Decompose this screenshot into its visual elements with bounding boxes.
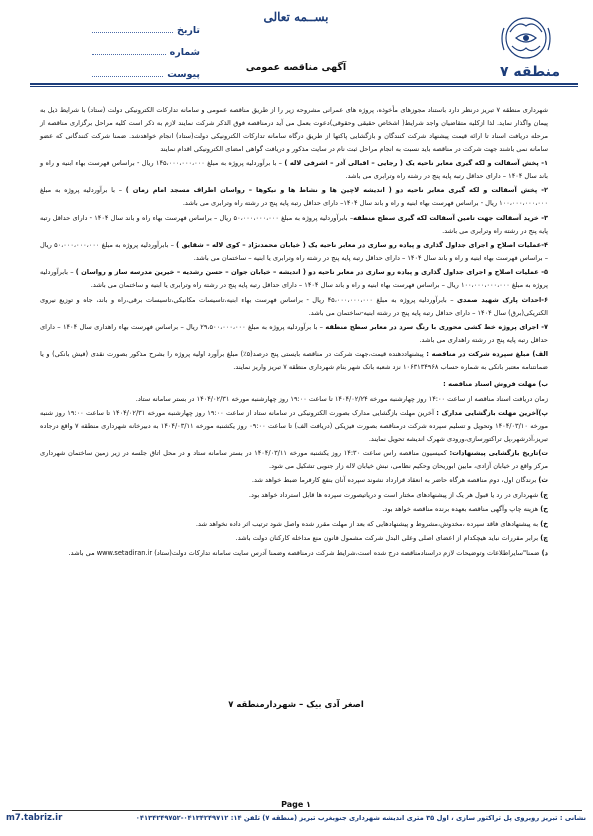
page-number: Page ۱ — [281, 800, 311, 809]
rule-item — [40, 474, 548, 487]
footer-divider — [12, 810, 582, 811]
rule-title: ت)تاریخ بازگشایی پیشنهادات: — [449, 449, 548, 458]
project-item — [40, 212, 548, 238]
project-title: ۷- اجرای پروژه خط کشی محوری با رنگ سرد در معابر سطح منطقه — [325, 323, 548, 331]
attachment-dotted-line — [92, 76, 163, 77]
header-divider-thin — [30, 86, 578, 87]
rule-text: کمیسیون مناقصه راس ساعت ۱۴:۳۰ روز یکشنبه مورخه ۱۴۰۴/۰۳/۱۱ در بستر سامانه ستاد و در محل اتاق جلسه در زیر زمین ساختمان شهرداری مرکز واقع در خیابان آزادی، مابین ابوریحان وحکیم نظامی، نبش خیابان لاله زار جنوبی تشکیل می شود. — [40, 449, 548, 471]
project-item — [40, 157, 548, 183]
rule-title: پ)آخرین مهلت بازگشایی مدارک : — [436, 408, 548, 417]
letter-meta-fields — [92, 14, 200, 80]
municipality-logo-icon — [494, 10, 558, 68]
rule-title: ج) — [540, 490, 548, 499]
footer-website-link[interactable]: m7.tabriz.ir — [6, 813, 63, 823]
footer-address: نشانی : تبریز روبروی پل تراکتور سازی ، اول ۳۵ متری اندیشه شهرداری جنوبغرب تبریز (منطقه ۷) تلفن ۱۴: ۰۴۱۳۴۲۴۹۷۱۲-۰۴۱۳۴۲۴۹۷۵۲ — [135, 814, 586, 822]
project-item — [40, 294, 548, 320]
rule-title: ث) — [538, 476, 548, 485]
date-label: تاریخ — [176, 25, 200, 36]
project-title: ۳- خرید آسفالت جهت تامین آسفالت لکه گیری سطح منطقه — [353, 213, 548, 222]
project-item — [40, 266, 548, 292]
project-title: ۶-احداث پارک شهید صمدی — [457, 295, 549, 304]
deposit-text: پیشنهاددهنده قیمت،جهت شرکت در مناقصه بایستی پنج درصد(۵٪) مبلغ برآورد اولیه پروژه را بشرح مذکور بصورت نقدی (فیش بانکی) و یا ضمانتنامه معتبر بانکی به شماره حساب ۱۰۶۳۱۳۴۹۶۸ نزد شعبه بانک شهر بنام شهرداری منطقه ۷ تبریز واریز نمایند. — [40, 350, 548, 372]
deposit-section — [40, 348, 548, 374]
attachment-field — [92, 58, 200, 80]
rule-item — [40, 447, 548, 473]
number-label: شماره — [169, 47, 200, 58]
rule-item — [40, 407, 548, 446]
intro-paragraph: شهرداری منطقه ۷ تبریز درنظر دارد باستناد مجوزهای مأخوذه، پروژه های عمرانی مشروحه زیر را از طریق مناقصه عمومی و سامانه تدارکات الکترونیکی دولت (ستاد) با شرایط ذیل به پیمان واگذار نماید. لذا ازکلیه متقاضیان واجد شرایط( اشخاص حقیقی وحقوقی)دعوت بعمل می آید درمناقصه فوق الذکر شرکت نمایند لازم به ذکر است کلیه مراحل برگزاری مناقصه از مرحله دریافت اسناد تا ارائه قیمت پیشنهاد شرکت کنندگان و بازگشایی پاکتها از طریق درگاه سامانه تدارکات الکترونیکی دولت(ستاد) انجام خواهدشد. ضمنا شرکت کنندگانی که عضو سامانه نمی باشند جهت شرکت در مناقصه باید نسبت به انجام مراحل ثبت نام در سایت مذکور و دریافت گواهی امضای الکترونیکی اقدام نمایند — [40, 106, 548, 153]
rule-text: ضمنا"سایراطلاعات وتوضیحات لازم دراسنادمناقصه درج شده است،شرایط شرکت درمناقصه وضمنا آدرس سایت سامانه تدارکات دولت(ستاد) www.setadiran.ir می باشد. — [68, 548, 542, 557]
number-field — [92, 36, 200, 58]
rule-text: هزینه چاپ وآگهی مناقصه بعهده برنده مناقصه خواهد بود. — [382, 505, 541, 514]
rule-title: د) — [541, 548, 548, 557]
rule-text: آخرین مهلت بازگشایی مدارک بصورت الکترونیکی در سامانه ستاد از ساعت ۱۹:۰۰ روز چهارشنبه مورخه ۱۴۰۴/۰۲/۳۱ تا ساعت ۱۹:۰۰ روز شنبه مورخه ۱۴۰۴/۰۳/۱۰ وتحویل و تسلیم سپرده شرکت درمناقصه بصورت فیزیکی (دریافت الف) تا ساعت ۰۹:۰۰ روز یکشنبه مورخه ۱۴۰۴/۰۳/۱۱ به دبیرخانه شهرداری منطقه ۷ واقع درجاده تبریز،آذرشهر،پل تراکتورسازی،ورودی شهرک اندیشه تحویل نمایند. — [40, 408, 548, 443]
rule-text: برابر مقررات نباید هیچکدام از اعضای اصلی وعلی البدل شرکت مشمول قانون منع مداخله کارکنان دولت باشد. — [235, 534, 541, 543]
project-title: ۲- پخش آسفالت و لکه گیری معابر ناحیه دو ( اندیشه لاچین ها و نشاط ها و نیکوها – رواسان اطراف مسجد امام زمان ) — [125, 186, 548, 195]
project-item — [40, 321, 548, 347]
number-dotted-line — [92, 54, 166, 55]
rule-title: خ) — [540, 519, 548, 528]
project-item — [40, 239, 548, 265]
project-item — [40, 184, 548, 210]
project-details: – بابرآوردلیه پروژه به مبلغ ۴۵،۰۰۰،۰۰۰،۰۰۰ ریال - براساس فهرست بهاء ابنیه،تاسیسات مکانیکی،تاسیسات برقی،راه و باند، جاه و توزیع نیروی الکتریکی(برق) سال ۱۴۰۴ – دارای حداقل رتبه پایه پنج در رشته ابنیه-ساختمان می باشد. — [40, 295, 548, 317]
document-title: آگهی مناقصه عمومی — [245, 62, 347, 73]
project-details: – بابرآوردلیه پروژه به مبلغ ۵۰،۰۰۰،۰۰۰،۰۰۰ ریال – براساس فهرست بهاء راه و باند سال ۱۴۰۴ - دارای حداقل رتبه پایه پنج در رشته راه وترابری می باشد. — [40, 213, 548, 235]
rule-item — [40, 503, 548, 516]
rule-item — [40, 518, 548, 531]
mayor-signature: اصغر آدی بیک – شهردارمنطقه ۷ — [228, 700, 364, 710]
project-details: – با برآوردلیه پروژه به مبلغ ۱۰۰،۰۰۰،۰۰۰،۰۰۰ ریال - براساس فهرست بهاء ابنیه و راه و باند سال ۱۴۰۴– دارای حداقل رتبه پایه پنج در رشته راه وترابری می باشد. — [40, 186, 548, 208]
project-details: – بابرآوردلیه پروژه به مبلغ ۱۰۰،۰۰۰،۰۰۰،۰۰۰ ریال – براساس فهرست بهاء ابنیه و راه و باند سال ۱۴۰۴ – دارای حداقل رتبه پایه پنج در رشته راه وترابری یا ابنیه و ساختمان می باشد. — [40, 268, 548, 290]
schedule-title: ب) مهلت فروش اسناد مناقصه : — [443, 380, 548, 389]
notice-body — [40, 104, 548, 561]
rule-text: به پیشنهادهای فاقد سپرده ،مخدوش،مشروط و پیشنهادهایی که بعد از مهلت مقرر شده واصل شود ترتیب اثر داده نخواهد شد. — [195, 519, 541, 528]
basmala-heading: بســمه تعالی — [263, 10, 329, 24]
deposit-title: الف) مبلغ سپرده شرکت در مناقصه : — [426, 350, 548, 359]
attachment-label: پیوست — [167, 69, 200, 80]
project-details: – با برآوردلیه پروژه به مبلغ ۱۴۵،۰۰۰،۰۰۰،۰۰۰ ریال - براساس فهرست بهاء ابنیه و راه و باند سال ۱۴۰۴ – دارای حداقل رتبه پایه پنج در رشته راه وترابری می باشد. — [40, 159, 548, 181]
date-dotted-line — [92, 32, 173, 33]
region-label: منطقه ۷ — [499, 64, 560, 80]
rule-title: ح) — [540, 505, 548, 514]
schedule-text: زمان دریافت اسناد مناقصه از ساعت ۱۴:۰۰ روز چهارشنبه مورخه ۱۴۰۴/۰۲/۲۴ تا ساعت ۱۹:۰۰ روز چهارشنبه مورخه ۱۴۰۴/۰۲/۳۱ در بستر سامانه ستاد. — [135, 394, 548, 403]
rule-item — [40, 489, 548, 502]
header-divider — [30, 83, 578, 85]
project-title: ۵- عملیات اصلاح و اجرای جداول گذاری و پیاده رو سازی در معابر ناحیه دو ( اندیشه – خیابان جوان – حسن رشدیه – خیرین مدرسه ساز و رواسان ) — [75, 268, 548, 277]
project-details: – بابرآوردلیه پروژه به مبلغ ۵۰،۰۰۰،۰۰۰،۰۰۰ ریال – براساس فهرست بهاء ابنیه و راه و باند سال ۱۴۰۴ – دارای حداقل رتبه پایه پنج در رشته راه وترابری یا ابنیه – ساختمان می باشد. — [40, 241, 548, 262]
rule-text: شهرداری در رد یا قبول هر یک از پیشنهادهای مختار است و دریاتیصورت سپرده ها قابل استرداد خواهد بود. — [248, 490, 541, 499]
rule-item — [40, 547, 548, 560]
rule-title: چ) — [540, 534, 548, 543]
rule-text: برندگان اول، دوم مناقصه هرگاه حاضر به انعقاد قرارداد نشوند سپرده آنان بنفع کارفرما ضبط خواهد شد. — [251, 476, 539, 485]
project-title: ۱- پخش آسفالت و لکه گیری معابر ناحیه یک ( رجایی – اقبالی آذر – اشرفی لاله ) — [284, 159, 548, 168]
rule-item — [40, 532, 548, 545]
date-field — [92, 14, 200, 36]
project-details: – با برآوردلیه پروژه به مبلغ ۲۹،۵۰۰،۰۰۰،۰۰۰ ریال – براساس فهرست بهاء راهداری سال ۱۴۰۴ – دارای حداقل رتبه پایه پنج در رشته راهداری می باشد. — [40, 323, 548, 344]
project-title: ۴-عملیات اصلاح و اجرای جداول گذاری و پیاده رو سازی در معابر ناحیه یک ( خیابان محمدنژاد – کوی لاله – شقایق ) — [176, 241, 548, 250]
